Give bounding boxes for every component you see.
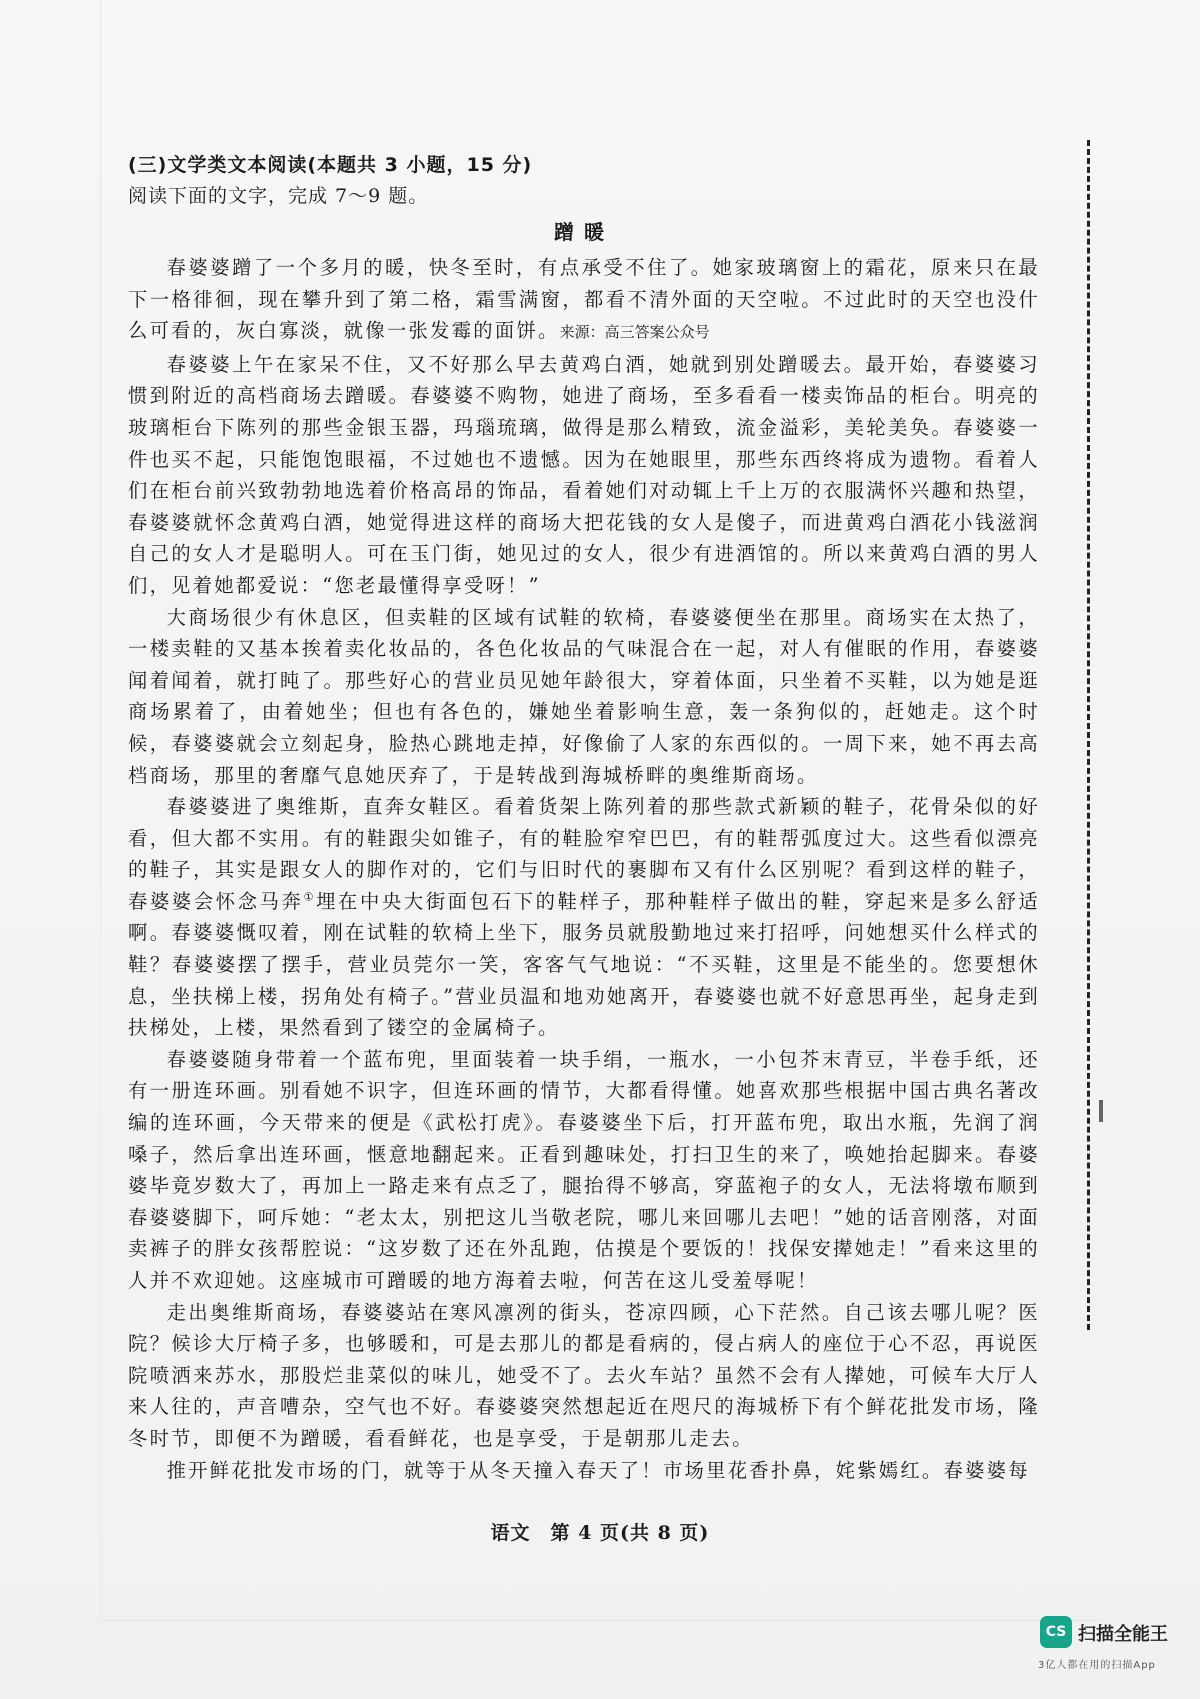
camscanner-logo-icon: CS: [1040, 1616, 1072, 1648]
paragraph-4-part-a: 春婆婆进了奥维斯，直奔女鞋区。看着货架上陈列着的那些款式新颖的鞋子，花骨朵似的好看，但大都不实用。有的鞋跟尖如锥子，有的鞋脸窄窄巴巴，有的鞋帮弧度过大。这些看似漂亮的鞋子，其实是跟女人的脚作对的，它们与旧时代的裹脚布又有什么区别呢？看到这样的鞋子，春婆婆会怀念马奔: [128, 795, 1040, 913]
paragraph-6: 走出奥维斯商场，春婆婆站在寒风凛冽的街头，苍凉四顾，心下茫然。自己该去哪儿呢？医院？候诊大厅椅子多，也够暖和，可是去那儿的都是看病的，侵占病人的座位于心不忍，再说医院喷洒来苏水，那股烂韭菜似的味儿，她受不了。去火车站？虽然不会有人撵她，可候车大厅人来人往的，声音嘈杂，空气也不好。春婆婆突然想起近在咫尺的海城桥下有个鲜花批发市场，隆冬时节，即便不为蹭暖，看看鲜花，也是享受，于是朝那儿走去。: [128, 1300, 1040, 1450]
paragraph-5: 春婆婆随身带着一个蓝布兜，里面装着一块手绢，一瓶水，一小包芥末青豆，半卷手纸，还有一册连环画。别看她不识字，但连环画的情节，大都看得懂。她喜欢那些根据中国古典名著改编的连环画，今天带来的便是《武松打虎》。春婆婆坐下后，打开蓝布兜，取出水瓶，先润了润嗓子，然后拿出连环画，惬意地翻起来。正看到趣味处，打扫卫生的来了，唤她抬起脚来。春婆婆毕竟岁数大了，再加上一路走来有点乏了，腿抬得不够高，穿蓝袍子的女人，无法将墩布顺到春婆婆脚下，呵斥她：“老太太，别把这儿当敬老院，哪儿来回哪儿去吧！”她的话音刚落，对面卖裤子的胖女孩帮腔说：“这岁数了还在外乱跑，估摸是个要饭的！找保安撵她走！”看来这里的人并不欢迎她。这座城市可蹭暖的地方海着去啦，何苦在这儿受羞辱呢！: [128, 1047, 1040, 1292]
binding-cut-line: [1087, 140, 1090, 1330]
paragraph-1-text: 春婆婆蹭了一个多月的暖，快冬至时，有点承受不住了。她家玻璃窗上的霜花，原来只在最下一格徘徊，现在攀升到了第二格，霜雪满窗，都看不清外面的天空啦。不过此时的天空也没什么可看的，灰白寡淡，就像一张发霉的面饼。: [128, 256, 1040, 343]
paragraph-3: 大商场很少有休息区，但卖鞋的区域有试鞋的软椅，春婆婆便坐在那里。商场实在太热了，一楼卖鞋的又基本挨着卖化妆品的，各色化妆品的气味混合在一起，对人有催眠的作用，春婆婆闻着闻着，就打盹了。那些好心的营业员见她年龄很大，穿着体面，只坐着不买鞋，以为她是逛商场累着了，由着她坐；但也有各色的，嫌她坐着影响生意，轰一条狗似的，赶她走。这个时候，春婆婆就会立刻起身，脸热心跳地走掉，好像偷了人家的东西似的。一周下来，她不再去高档商场，那里的奢靡气息她厌弃了，于是转战到海城桥畔的奥维斯商场。: [128, 605, 1040, 787]
paragraph-4: [128, 791, 1040, 1044]
article-title: 蹭暖: [554, 220, 614, 244]
page-footer: 语文 第 4 页(共 8 页): [490, 1522, 710, 1544]
source-note: 来源：高三答案公众号: [559, 323, 710, 342]
paragraph-2: 春婆婆上午在家呆不住，又不好那么早去黄鸡白酒，她就到别处蹭暖去。最开始，春婆婆习惯到附近的高档商场去蹭暖。春婆婆不购物，她进了商场，至多看看一楼卖饰品的柜台。明亮的玻璃柜台下陈列的那些金银玉器，玛瑙琉璃，做得是那么精致，流金溢彩，美轮美奂。春婆婆一件也买不起，只能饱饱眼福，不过她也不遗憾。因为在她眼里，那些东西终将成为遗物。看着人们在柜台前兴致勃勃地选着价格高昂的饰品，看着她们对动辄上千上万的衣服满怀兴趣和热望，春婆婆就怀念黄鸡白酒，她觉得进这样的商场大把花钱的女人是傻子，而进黄鸡白酒花小钱滋润自己的女人才是聪明人。可在玉门街，她见过的女人，很少有进酒馆的。所以来黄鸡白酒的男人们，见着她都爱说：“您老最懂得享受呀！”: [128, 352, 1040, 597]
paragraph-4-part-b: 埋在中央大街面包石下的鞋样子，那种鞋样子做出的鞋，穿起来是多么舒适啊。春婆婆慨叹着，刚在试鞋的软椅上坐下，服务员就殷勤地过来打招呼，问她想买什么样式的鞋？春婆婆摆了摆手，营业员莞尔一笑，客客气气地说：“不买鞋，这里是不能坐的。您要想休息，坐扶梯上楼，拐角处有椅子。”营业员温和地劝她离开，春婆婆也就不好意思再坐，起身走到扶梯处，上楼，果然看到了镂空的金属椅子。: [128, 889, 1040, 1040]
scan-mark: [1099, 1100, 1103, 1122]
instruction: 阅读下面的文字，完成 7～9 题。: [128, 185, 429, 207]
scanner-watermark: [1040, 1616, 1190, 1686]
reading-section: [128, 150, 1040, 1486]
watermark-tagline: 3亿人都在用的扫描App: [1038, 1660, 1156, 1671]
paragraph-1: [128, 252, 1040, 349]
footnote-mark: ①: [303, 890, 317, 904]
paragraph-7: 推开鲜花批发市场的门，就等于从冬天撞入春天了！市场里花香扑鼻，姹紫嫣红。春婆婆每: [166, 1458, 1030, 1482]
section-heading: (三)文学类文本阅读(本题共 3 小题，15 分): [128, 154, 533, 176]
watermark-app-name: 扫描全能王: [1078, 1624, 1168, 1645]
